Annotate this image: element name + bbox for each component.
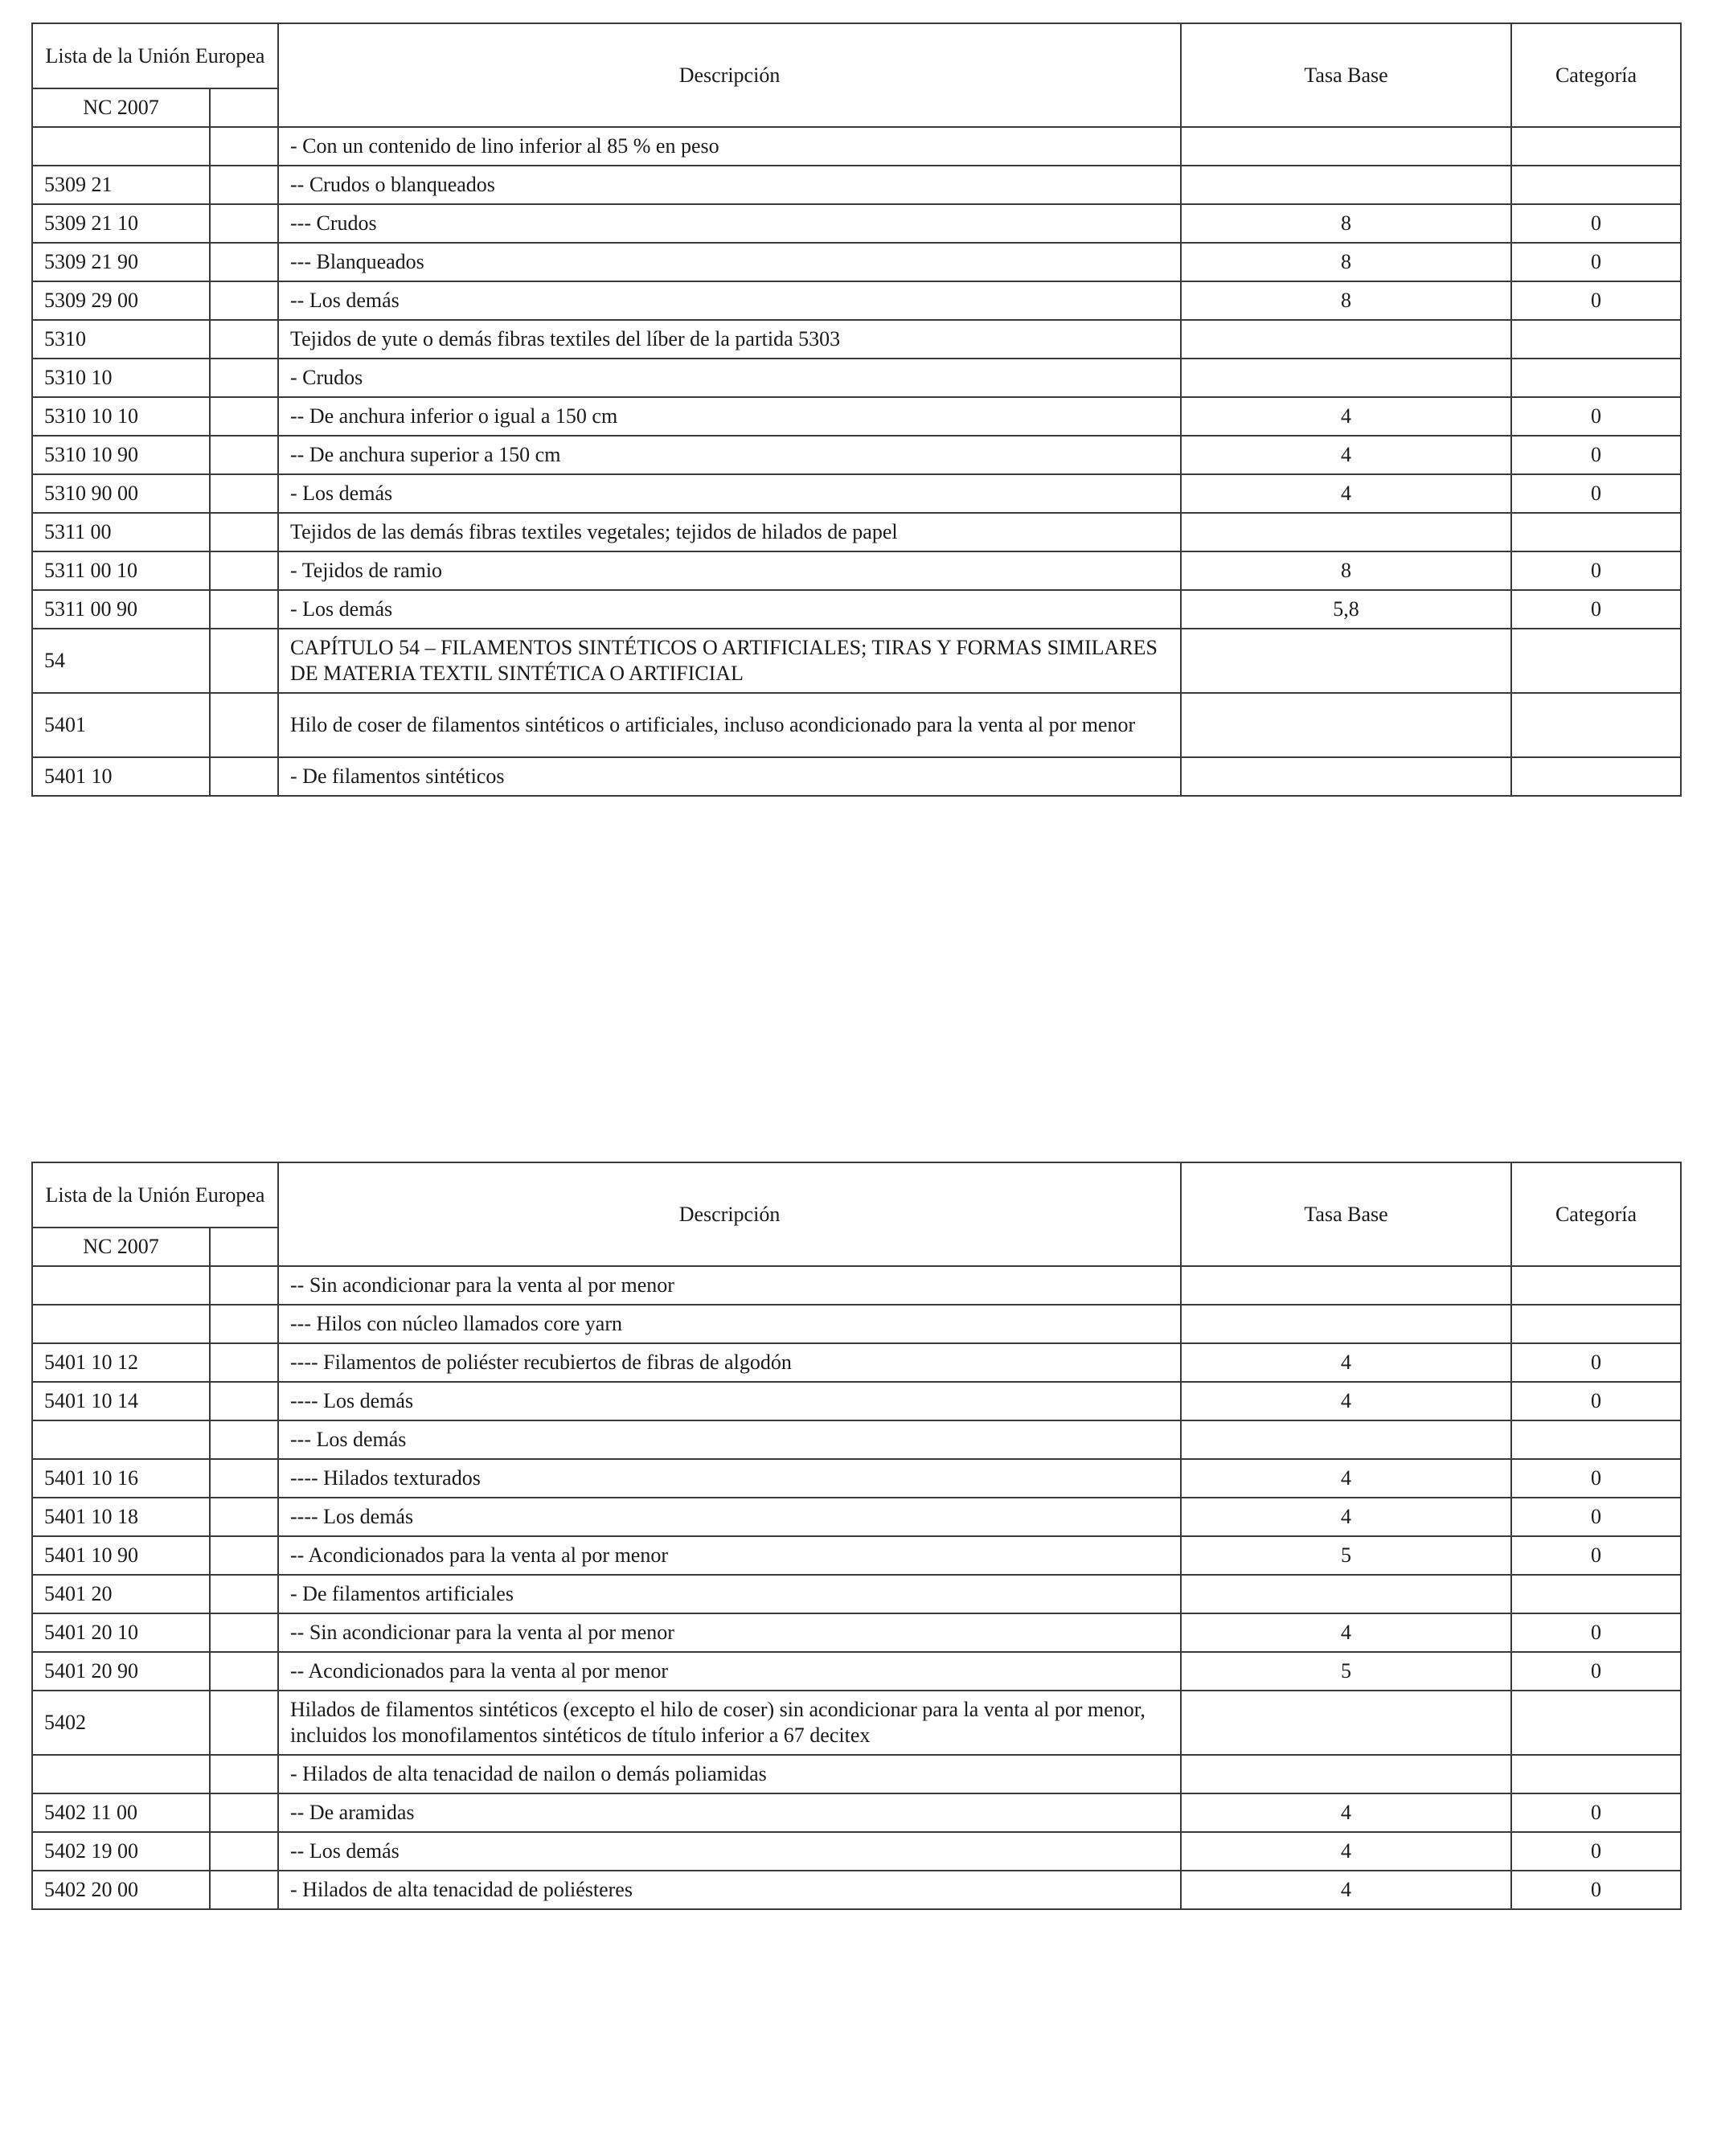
empty-cell — [210, 1575, 278, 1613]
description-cell: --- Hilos con núcleo llamados core yarn — [278, 1305, 1181, 1343]
base-rate-cell — [1181, 1420, 1511, 1459]
table-row — [32, 204, 1681, 243]
empty-cell — [210, 1832, 278, 1871]
table-row — [32, 1832, 1681, 1871]
description-cell: - Crudos — [278, 359, 1181, 397]
category-cell: 0 — [1511, 204, 1681, 243]
category-cell — [1511, 1691, 1681, 1755]
category-cell — [1511, 629, 1681, 693]
nc-header: NC 2007 — [32, 88, 210, 127]
empty-cell — [210, 1755, 278, 1793]
nc-code-cell: 5402 11 00 — [32, 1793, 210, 1832]
table-row — [32, 1652, 1681, 1691]
table-row — [32, 1343, 1681, 1382]
nc-code-cell — [32, 1420, 210, 1459]
nc-header: NC 2007 — [32, 1228, 210, 1266]
category-cell: 0 — [1511, 1343, 1681, 1382]
empty-cell — [210, 629, 278, 693]
table-row — [32, 1382, 1681, 1420]
nc-code-cell: 5402 — [32, 1691, 210, 1755]
description-cell: Tejidos de yute o demás fibras textiles del líber de la partida 5303 — [278, 320, 1181, 359]
description-cell: --- Blanqueados — [278, 243, 1181, 281]
base-rate-cell: 4 — [1181, 474, 1511, 513]
nc-code-cell: 5401 20 10 — [32, 1613, 210, 1652]
category-cell — [1511, 320, 1681, 359]
category-cell — [1511, 1420, 1681, 1459]
empty-cell — [210, 757, 278, 796]
table-row — [32, 281, 1681, 320]
empty-cell — [210, 1691, 278, 1755]
description-cell: - Los demás — [278, 474, 1181, 513]
category-cell: 0 — [1511, 1652, 1681, 1691]
base-rate-cell: 4 — [1181, 1382, 1511, 1420]
empty-cell — [210, 397, 278, 436]
empty-cell — [210, 320, 278, 359]
tariff-table-1 — [31, 23, 1682, 797]
empty-cell — [210, 513, 278, 551]
table-row — [32, 474, 1681, 513]
list-header: Lista de la Unión Europea — [32, 23, 278, 88]
category-cell: 0 — [1511, 1871, 1681, 1909]
description-cell: -- Sin acondicionar para la venta al por menor — [278, 1266, 1181, 1305]
nc-code-cell: 5309 21 90 — [32, 243, 210, 281]
empty-cell — [210, 474, 278, 513]
empty-cell — [210, 1536, 278, 1575]
category-cell — [1511, 693, 1681, 757]
description-cell: ---- Los demás — [278, 1382, 1181, 1420]
table-row — [32, 693, 1681, 757]
empty-cell — [210, 1420, 278, 1459]
table-row — [32, 1420, 1681, 1459]
description-cell: - Hilados de alta tenacidad de poliésteres — [278, 1871, 1181, 1909]
category-cell — [1511, 127, 1681, 166]
base-rate-cell: 4 — [1181, 1459, 1511, 1498]
base-rate-cell: 8 — [1181, 204, 1511, 243]
description-cell: Hilados de filamentos sintéticos (excepto el hilo de coser) sin acondicionar para la venta al por menor, incluidos los monofilamentos sintéticos de título inferior a 67 decitex — [278, 1691, 1181, 1755]
nc-code-cell: 5310 10 10 — [32, 397, 210, 436]
table-row — [32, 1266, 1681, 1305]
category-cell — [1511, 1305, 1681, 1343]
table-row — [32, 1613, 1681, 1652]
nc-code-cell: 5311 00 — [32, 513, 210, 551]
category-cell: 0 — [1511, 590, 1681, 629]
category-cell: 0 — [1511, 436, 1681, 474]
table-row — [32, 1755, 1681, 1793]
base-rate-cell: 8 — [1181, 281, 1511, 320]
description-cell: ---- Los demás — [278, 1498, 1181, 1536]
table-row — [32, 1459, 1681, 1498]
description-cell: CAPÍTULO 54 – FILAMENTOS SINTÉTICOS O ARTIFICIALES; TIRAS Y FORMAS SIMILARES DE MATERIA TEXTIL SINTÉTICA O ARTIFICIAL — [278, 629, 1181, 693]
base-rate-cell: 4 — [1181, 1613, 1511, 1652]
nc-code-cell: 5310 — [32, 320, 210, 359]
base-rate-cell: 4 — [1181, 1832, 1511, 1871]
base-rate-cell: 8 — [1181, 551, 1511, 590]
tariff-table-body — [32, 1162, 1681, 1909]
nc-code-cell: 5311 00 90 — [32, 590, 210, 629]
empty-cell — [210, 204, 278, 243]
base-rate-cell: 8 — [1181, 243, 1511, 281]
rate-header: Tasa Base — [1181, 23, 1511, 127]
description-cell: Hilo de coser de filamentos sintéticos o artificiales, incluso acondicionado para la venta al por menor — [278, 693, 1181, 757]
empty-cell — [210, 88, 278, 127]
base-rate-cell — [1181, 359, 1511, 397]
empty-cell — [210, 1871, 278, 1909]
nc-code-cell: 5309 21 — [32, 166, 210, 204]
empty-cell — [210, 1343, 278, 1382]
base-rate-cell — [1181, 757, 1511, 796]
description-cell: -- Los demás — [278, 281, 1181, 320]
category-cell — [1511, 1755, 1681, 1793]
empty-cell — [210, 1305, 278, 1343]
description-cell: -- Los demás — [278, 1832, 1181, 1871]
empty-cell — [210, 281, 278, 320]
table-row — [32, 359, 1681, 397]
description-cell: - Con un contenido de lino inferior al 85 % en peso — [278, 127, 1181, 166]
empty-cell — [210, 590, 278, 629]
description-cell: -- Acondicionados para la venta al por menor — [278, 1652, 1181, 1691]
table-row — [32, 1498, 1681, 1536]
nc-code-cell: 5401 10 90 — [32, 1536, 210, 1575]
nc-code-cell: 5401 20 — [32, 1575, 210, 1613]
table-row — [32, 436, 1681, 474]
nc-code-cell: 5311 00 10 — [32, 551, 210, 590]
base-rate-cell — [1181, 693, 1511, 757]
base-rate-cell — [1181, 320, 1511, 359]
category-cell: 0 — [1511, 397, 1681, 436]
category-cell — [1511, 513, 1681, 551]
category-cell: 0 — [1511, 1498, 1681, 1536]
rate-header: Tasa Base — [1181, 1162, 1511, 1266]
description-cell: -- De aramidas — [278, 1793, 1181, 1832]
description-cell: -- De anchura superior a 150 cm — [278, 436, 1181, 474]
category-cell: 0 — [1511, 1459, 1681, 1498]
base-rate-cell: 5 — [1181, 1652, 1511, 1691]
category-cell: 0 — [1511, 243, 1681, 281]
description-cell: --- Crudos — [278, 204, 1181, 243]
base-rate-cell — [1181, 629, 1511, 693]
base-rate-cell — [1181, 1266, 1511, 1305]
table-row — [32, 551, 1681, 590]
nc-code-cell: 5401 10 14 — [32, 1382, 210, 1420]
base-rate-cell: 4 — [1181, 397, 1511, 436]
list-header: Lista de la Unión Europea — [32, 1162, 278, 1228]
nc-code-cell: 5310 10 90 — [32, 436, 210, 474]
description-cell: -- De anchura inferior o igual a 150 cm — [278, 397, 1181, 436]
empty-cell — [210, 436, 278, 474]
base-rate-cell: 4 — [1181, 1871, 1511, 1909]
base-rate-cell — [1181, 1755, 1511, 1793]
category-cell — [1511, 359, 1681, 397]
table-row — [32, 166, 1681, 204]
nc-code-cell — [32, 1755, 210, 1793]
base-rate-cell — [1181, 1305, 1511, 1343]
category-cell — [1511, 1575, 1681, 1613]
base-rate-cell — [1181, 1575, 1511, 1613]
description-cell: - Hilados de alta tenacidad de nailon o demás poliamidas — [278, 1755, 1181, 1793]
description-cell: -- Crudos o blanqueados — [278, 166, 1181, 204]
empty-cell — [210, 1228, 278, 1266]
description-cell: -- Acondicionados para la venta al por menor — [278, 1536, 1181, 1575]
description-cell: Tejidos de las demás fibras textiles vegetales; tejidos de hilados de papel — [278, 513, 1181, 551]
nc-code-cell: 5402 20 00 — [32, 1871, 210, 1909]
nc-code-cell: 5310 90 00 — [32, 474, 210, 513]
category-cell: 0 — [1511, 1536, 1681, 1575]
nc-code-cell: 54 — [32, 629, 210, 693]
category-cell — [1511, 166, 1681, 204]
category-cell: 0 — [1511, 551, 1681, 590]
base-rate-cell: 4 — [1181, 1343, 1511, 1382]
table-row — [32, 1536, 1681, 1575]
empty-cell — [210, 1793, 278, 1832]
description-cell: --- Los demás — [278, 1420, 1181, 1459]
description-cell: ---- Filamentos de poliéster recubiertos de fibras de algodón — [278, 1343, 1181, 1382]
base-rate-cell: 4 — [1181, 1498, 1511, 1536]
table-row — [32, 590, 1681, 629]
nc-code-cell: 5309 21 10 — [32, 204, 210, 243]
empty-cell — [210, 1459, 278, 1498]
category-cell: 0 — [1511, 281, 1681, 320]
category-cell — [1511, 1266, 1681, 1305]
empty-cell — [210, 1613, 278, 1652]
description-cell: - De filamentos sintéticos — [278, 757, 1181, 796]
category-header: Categoría — [1511, 23, 1681, 127]
table-row — [32, 513, 1681, 551]
category-cell: 0 — [1511, 1613, 1681, 1652]
nc-code-cell — [32, 1266, 210, 1305]
description-cell: -- Sin acondicionar para la venta al por menor — [278, 1613, 1181, 1652]
empty-cell — [210, 1652, 278, 1691]
empty-cell — [210, 127, 278, 166]
table-row — [32, 1575, 1681, 1613]
empty-cell — [210, 166, 278, 204]
table-row — [32, 397, 1681, 436]
base-rate-cell — [1181, 127, 1511, 166]
empty-cell — [210, 1382, 278, 1420]
table-row — [32, 1691, 1681, 1755]
header-row — [32, 1162, 1681, 1228]
nc-code-cell: 5401 20 90 — [32, 1652, 210, 1691]
empty-cell — [210, 1266, 278, 1305]
description-cell: - De filamentos artificiales — [278, 1575, 1181, 1613]
nc-code-cell — [32, 127, 210, 166]
category-cell — [1511, 757, 1681, 796]
table-row — [32, 1305, 1681, 1343]
empty-cell — [210, 551, 278, 590]
tariff-table-body — [32, 23, 1681, 796]
base-rate-cell — [1181, 166, 1511, 204]
category-cell: 0 — [1511, 474, 1681, 513]
nc-code-cell: 5401 10 — [32, 757, 210, 796]
nc-code-cell: 5402 19 00 — [32, 1832, 210, 1871]
empty-cell — [210, 243, 278, 281]
base-rate-cell — [1181, 513, 1511, 551]
empty-cell — [210, 693, 278, 757]
base-rate-cell: 5,8 — [1181, 590, 1511, 629]
table-row — [32, 127, 1681, 166]
table-row — [32, 243, 1681, 281]
base-rate-cell: 4 — [1181, 436, 1511, 474]
table-row — [32, 320, 1681, 359]
nc-code-cell: 5309 29 00 — [32, 281, 210, 320]
category-cell: 0 — [1511, 1832, 1681, 1871]
empty-cell — [210, 359, 278, 397]
nc-code-cell: 5401 10 18 — [32, 1498, 210, 1536]
nc-code-cell: 5401 — [32, 693, 210, 757]
description-cell: - Tejidos de ramio — [278, 551, 1181, 590]
description-header: Descripción — [278, 23, 1181, 127]
description-header: Descripción — [278, 1162, 1181, 1266]
description-cell: - Los demás — [278, 590, 1181, 629]
table-row — [32, 1793, 1681, 1832]
nc-code-cell: 5401 10 16 — [32, 1459, 210, 1498]
table-row — [32, 757, 1681, 796]
header-row — [32, 23, 1681, 88]
table-row — [32, 1871, 1681, 1909]
base-rate-cell: 5 — [1181, 1536, 1511, 1575]
category-cell: 0 — [1511, 1382, 1681, 1420]
nc-code-cell: 5310 10 — [32, 359, 210, 397]
base-rate-cell — [1181, 1691, 1511, 1755]
empty-cell — [210, 1498, 278, 1536]
tariff-table-2 — [31, 1162, 1682, 1910]
category-header: Categoría — [1511, 1162, 1681, 1266]
nc-code-cell: 5401 10 12 — [32, 1343, 210, 1382]
description-cell: ---- Hilados texturados — [278, 1459, 1181, 1498]
table-row — [32, 629, 1681, 693]
category-cell: 0 — [1511, 1793, 1681, 1832]
base-rate-cell: 4 — [1181, 1793, 1511, 1832]
nc-code-cell — [32, 1305, 210, 1343]
